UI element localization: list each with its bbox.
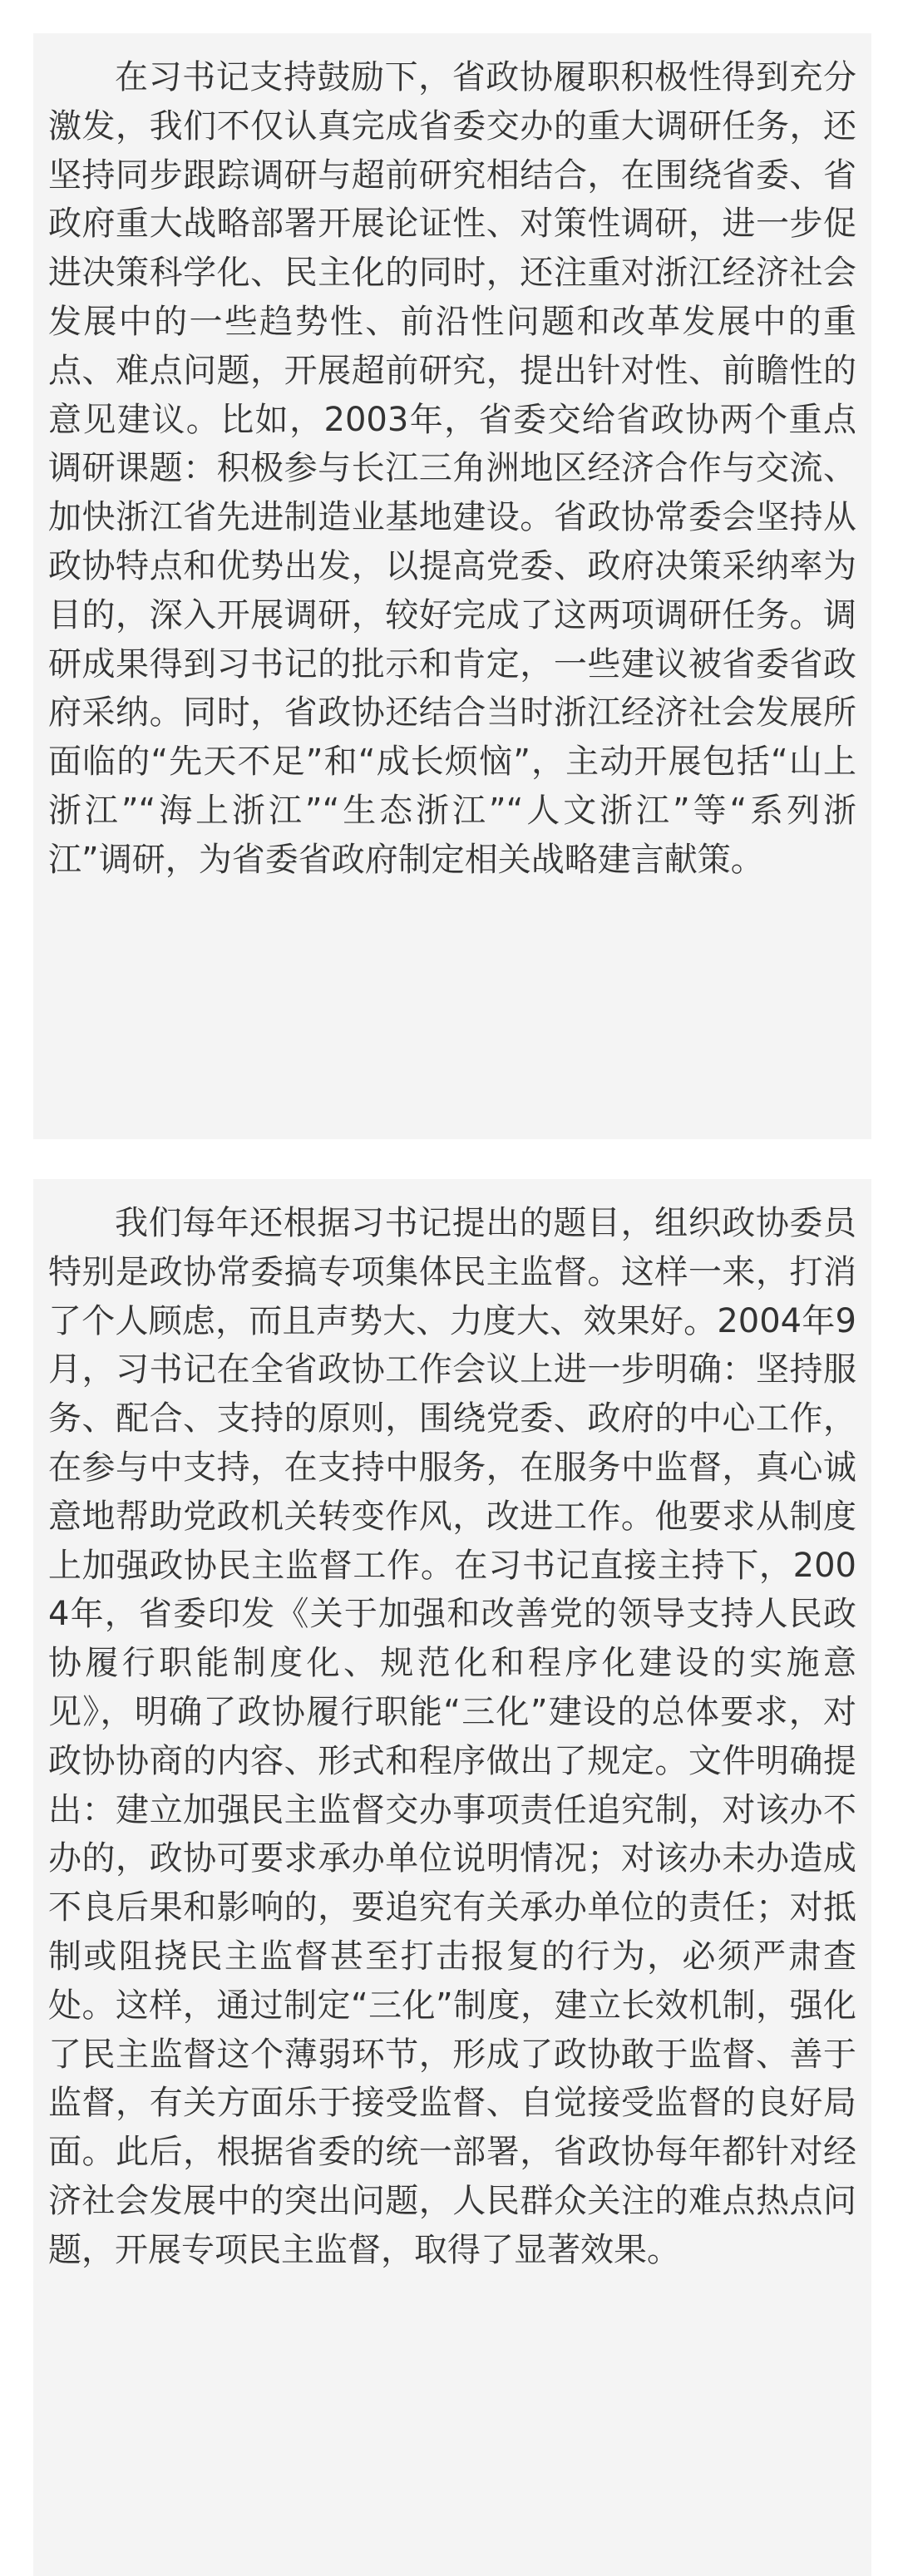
article-paragraph-1: 在习书记支持鼓励下，省政协履职积极性得到充分激发，我们不仅认真完成省委交办的重大调研任务，还坚持同步跟踪调研与超前研究相结合，在围绕省委、省政府重大战略部署开展论证性、对策性调研，进一步促进决策科学化、民主化的同时，还注重对浙江经济社会发展中的一些趋势性、前沿性问题和改革发展中的重点、难点问题，开展超前研究，提出针对性、前瞻性的意见建议。比如，2003年，省委交给省政协两个重点调研课题：积极参与长江三角洲地区经济合作与交流、加快浙江省先进制造业基地建设。省政协常委会坚持从政协特点和优势出发，以提高党委、政府决策采纳率为目的，深入开展调研，较好完成了这两项调研任务。调研成果得到习书记的批示和肯定，一些建议被省委省政府采纳。同时，省政协还结合当时浙江经济社会发展所面临的“先天不足”和“成长烦恼”，主动开展包括“山上浙江”“海上浙江”“生态浙江”“人文浙江”等“系列浙江”调研，为省委省政府制定相关战略建言献策。 xyxy=(33,33,871,1139)
article-paragraph-2: 我们每年还根据习书记提出的题目，组织政协委员特别是政协常委搞专项集体民主监督。这样一来，打消了个人顾虑，而且声势大、力度大、效果好。2004年9月，习书记在全省政协工作会议上进一步明确：坚持服务、配合、支持的原则，围绕党委、政府的中心工作，在参与中支持，在支持中服务，在服务中监督，真心诚意地帮助党政机关转变作风，改进工作。他要求从制度上加强政协民主监督工作。在习书记直接主持下，2004年，省委印发《关于加强和改善党的领导支持人民政协履行职能制度化、规范化和程序化建设的实施意见》，明确了政协履行职能“三化”建设的总体要求，对政协协商的内容、形式和程序做出了规定。文件明确提出：建立加强民主监督交办事项责任追究制，对该办不办的，政协可要求承办单位说明情况；对该办未办造成不良后果和影响的，要追究有关承办单位的责任；对抵制或阻挠民主监督甚至打击报复的行为，必须严肃查处。这样，通过制定“三化”制度，建立长效机制，强化了民主监督这个薄弱环节，形成了政协敢于监督、善于监督，有关方面乐于接受监督、自觉接受监督的良好局面。此后，根据省委的统一部署，省政协每年都针对经济社会发展中的突出问题，人民群众关注的难点热点问题，开展专项民主监督，取得了显著效果。 xyxy=(33,1179,871,2576)
